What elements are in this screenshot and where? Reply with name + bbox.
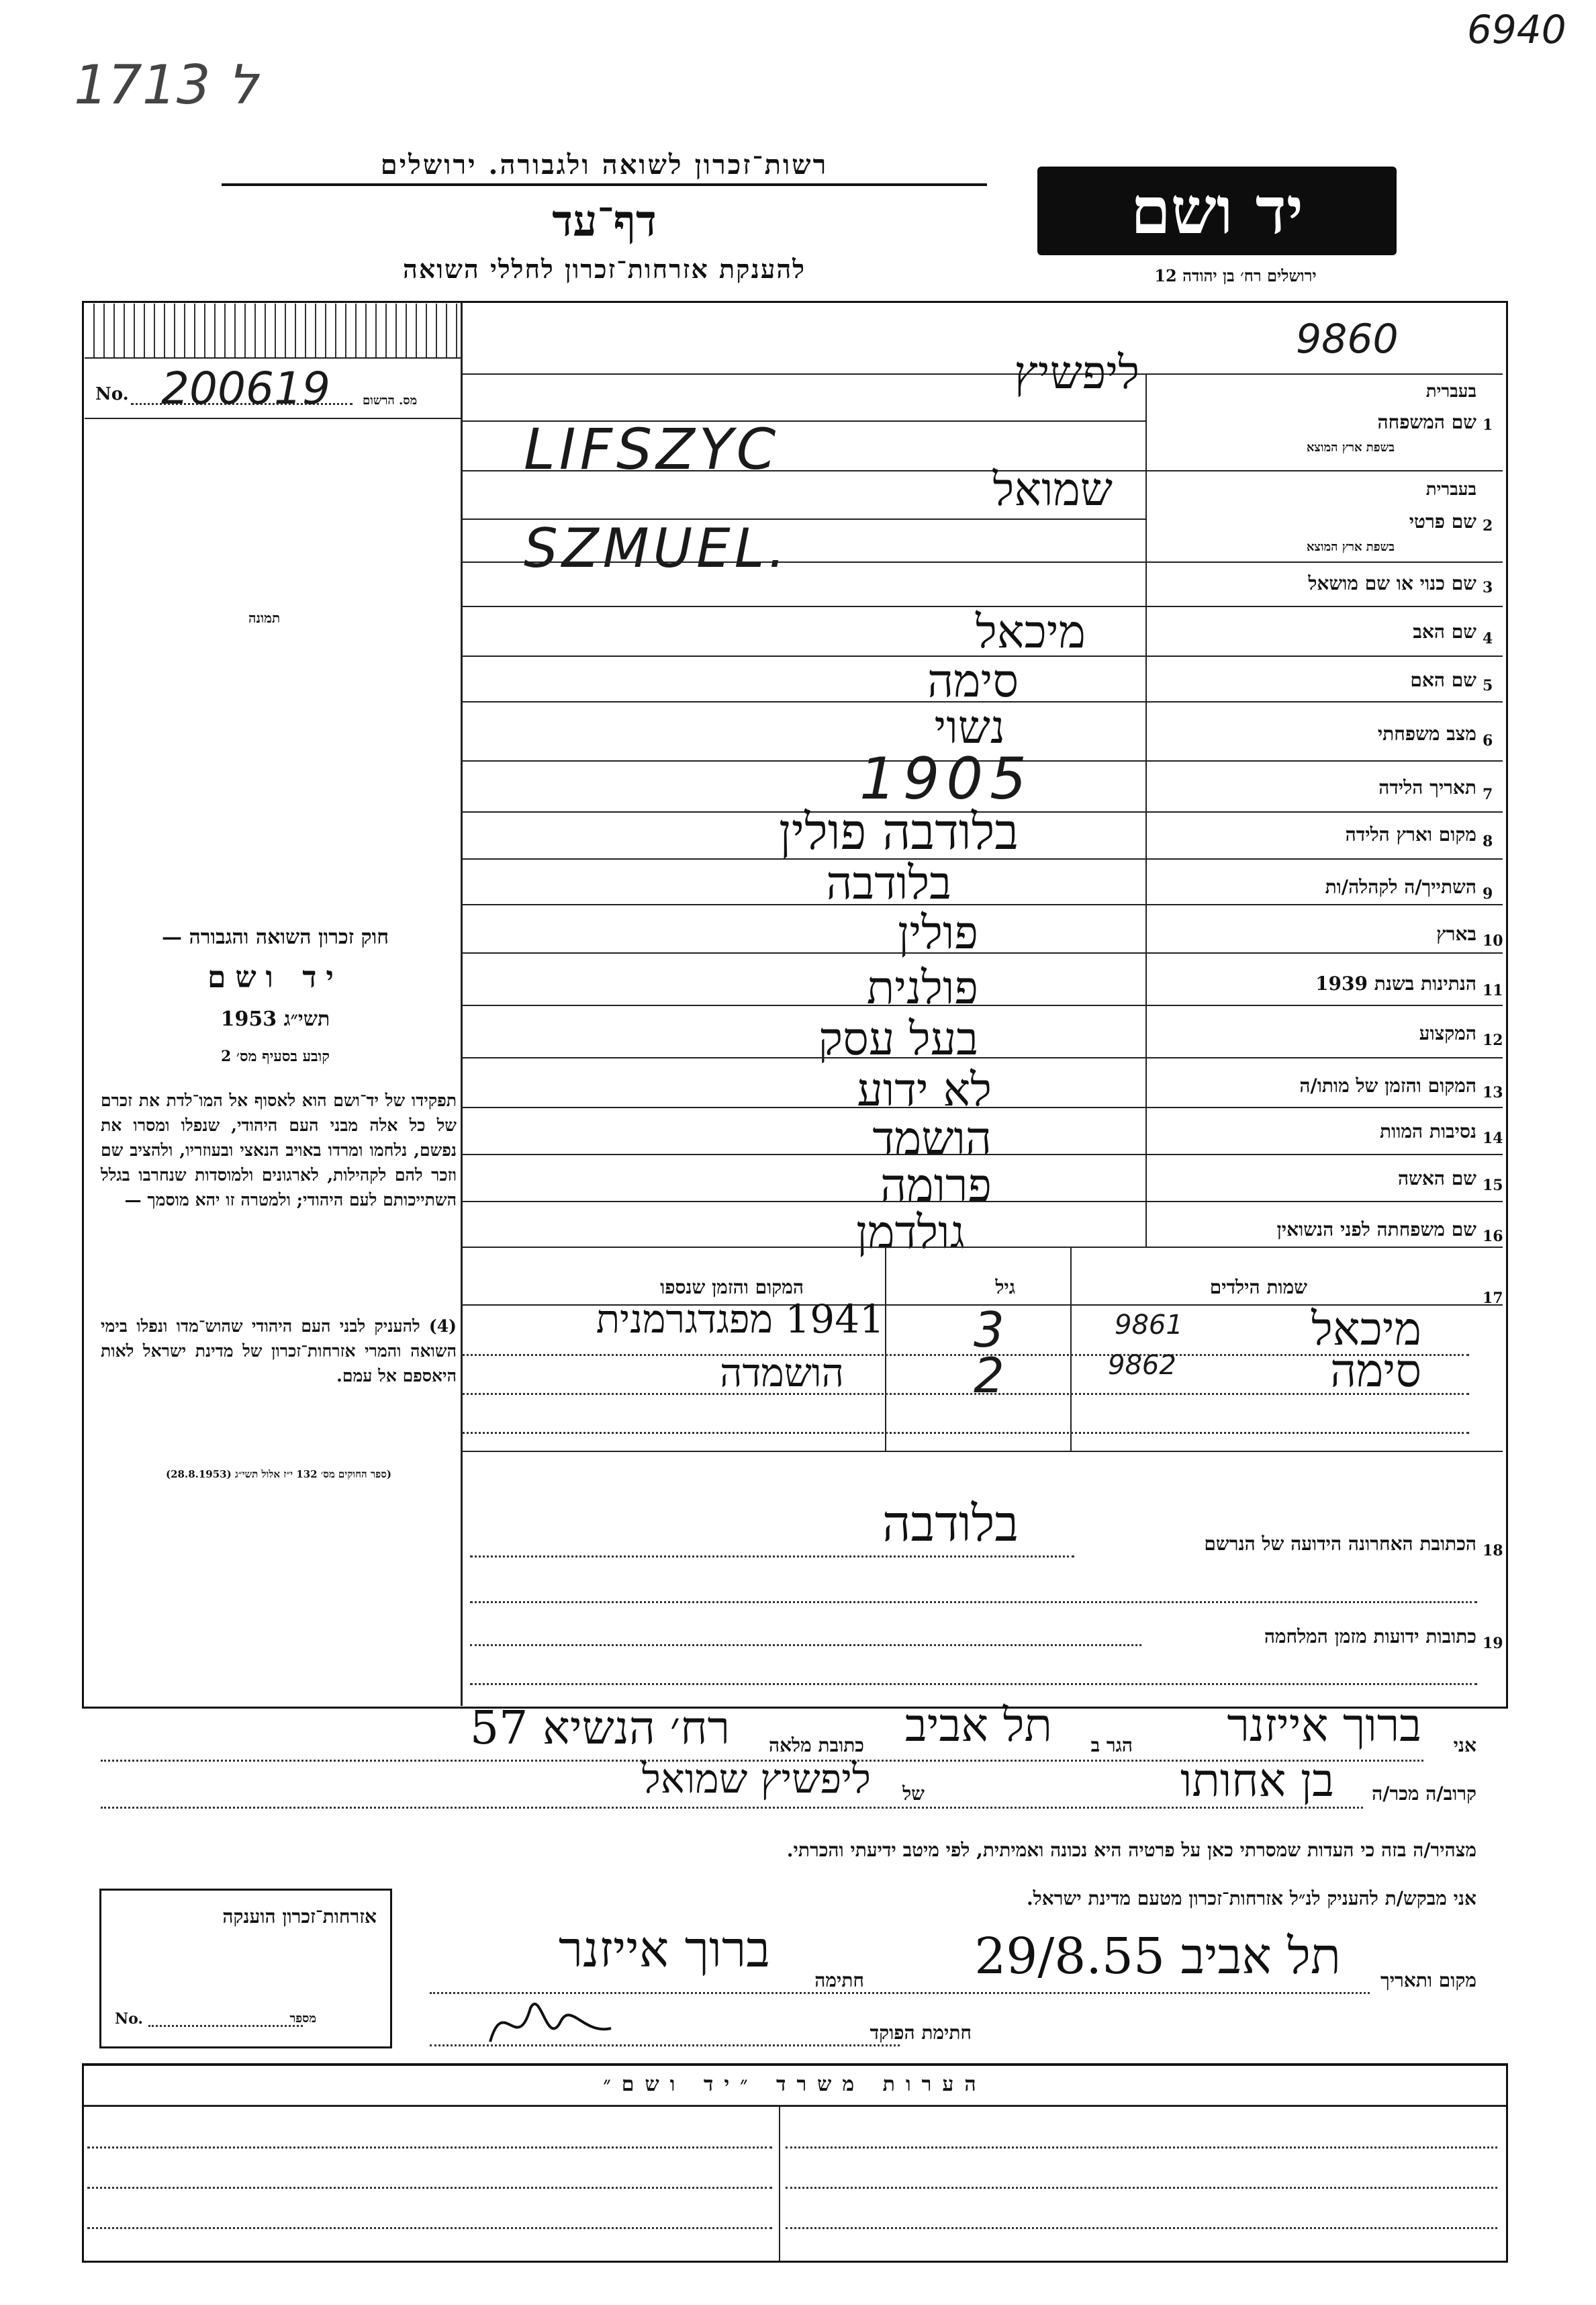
- decl-street: רח׳ הנשיא 57: [469, 1702, 730, 1755]
- decl-of-whom: ליפשיץ שמואל: [641, 1756, 871, 1803]
- field-16-label: שם משפחתה לפני הנשואין: [1276, 1218, 1476, 1240]
- child-1-stamp: 9861: [1115, 1310, 1183, 1341]
- field-8-num: 8: [1483, 833, 1493, 850]
- field-12-value: בעל עסק: [818, 1013, 978, 1066]
- field-19-label: כתובות ידועות מזמן המלחמה: [1264, 1625, 1476, 1647]
- child-2-stamp: 9862: [1108, 1350, 1176, 1381]
- field-14-label: נסיבות המוות: [1380, 1120, 1476, 1142]
- reg-no-label: No.: [95, 384, 129, 404]
- decl-relative: קרוב/ה מכר/ה: [1372, 1782, 1476, 1805]
- field-1-label: שם המשפחה: [1377, 411, 1476, 433]
- field-3-num: 3: [1483, 579, 1493, 596]
- form-subtitle: להענקת אזרחות־זכרון לחללי השואה: [402, 254, 806, 284]
- law-year: תשי״ג 1953: [220, 1007, 330, 1031]
- field-3-label: שם כנוי או שם מושאל: [1308, 572, 1476, 594]
- field-9-num: 9: [1483, 885, 1493, 903]
- yad-vashem-logo: [1037, 167, 1397, 255]
- field-1-num: 1: [1483, 416, 1493, 434]
- field-15-value: פרומה: [880, 1159, 992, 1212]
- left-panel-divider: [461, 302, 463, 1706]
- field-4-num: 4: [1483, 630, 1493, 647]
- decl-place-date-value: תל אביב 29/8.55: [974, 1928, 1341, 1985]
- decl-hagar: הגר ב: [1090, 1734, 1133, 1756]
- field-8-value: בלודבה פולין: [778, 803, 1019, 861]
- children-col-place: המקום והזמן שנספו: [660, 1276, 804, 1298]
- field-12-label: המקצוע: [1419, 1022, 1476, 1044]
- field-7-label: תאריך הלידה: [1378, 776, 1476, 799]
- field-11-value: פולנית: [866, 962, 978, 1015]
- tick-strip: [85, 304, 459, 357]
- field-5-label: שם האם: [1410, 669, 1476, 691]
- form-title: דף־עד: [552, 196, 657, 246]
- field-9-value: בלודבה: [826, 857, 951, 910]
- law-name: יד ושם: [207, 960, 343, 995]
- field-13-value: לא ידוע: [857, 1064, 992, 1117]
- field-15-label: שם האשה: [1397, 1167, 1476, 1189]
- decl-signature: ברוך אייזנר: [558, 1921, 770, 1979]
- field-13-label: המקום והזמן של מותו/ה: [1299, 1075, 1476, 1097]
- field-1-value-he: ליפשיץ: [1014, 347, 1139, 400]
- decl-full-address: כתובת מלאה: [768, 1734, 864, 1756]
- child-2-place: הושמדה: [720, 1350, 844, 1396]
- granted-box-title: אזרחות־זכרון הוענקה: [222, 1905, 377, 1928]
- law-title: חוק זכרון השואה והגבורה —: [162, 925, 389, 949]
- field-4-label: שם האב: [1413, 621, 1476, 643]
- field-10-label: בארץ: [1436, 923, 1476, 945]
- field-17-num: 17: [1483, 1290, 1503, 1307]
- remarks-box: [82, 2063, 1508, 2263]
- logo-text: יד ושם: [1130, 173, 1304, 248]
- decl-signature-label: חתימה: [814, 1969, 864, 1991]
- decl-officer-label: חתימת הפוקד: [870, 2022, 972, 2044]
- field-18-num: 18: [1483, 1542, 1503, 1560]
- children-col-age: גיל: [995, 1276, 1015, 1298]
- field-13-num: 13: [1483, 1084, 1503, 1101]
- field-5-value: סימה: [927, 655, 1019, 708]
- law-source: (ספר החוקים מס׳ 132 י״ז אלול תשי״ג (28.8.1953): [166, 1468, 391, 1480]
- field-12-num: 12: [1483, 1032, 1503, 1049]
- officer-signature-icon: [483, 1981, 618, 2062]
- field-6-label: מצב משפחתי: [1377, 723, 1476, 745]
- field-2-label: שם פרטי: [1409, 510, 1476, 533]
- field-16-num: 16: [1483, 1228, 1503, 1245]
- child-1-age: 3: [974, 1302, 1004, 1358]
- reg-no-hebrew: מס. הרשום: [363, 394, 418, 408]
- decl-relation: בן אחותו: [1180, 1754, 1334, 1807]
- reg-no-value: 200619: [161, 363, 330, 414]
- field-6-value: נשוי: [934, 701, 1005, 754]
- field-2-sub-orig: בשפת ארץ המוצא: [1306, 540, 1395, 554]
- field-2-num: 2: [1483, 517, 1493, 535]
- field-18-value: בלודבה: [882, 1495, 1019, 1553]
- children-col-names: שמות הילדים: [1209, 1276, 1307, 1298]
- decl-place-date-label: מקום ותאריך: [1380, 1969, 1476, 1991]
- field-14-value: הושמד: [872, 1112, 992, 1165]
- decl-declarant: ברוך אייזנר: [1227, 1699, 1421, 1752]
- decl-of: של: [902, 1782, 925, 1805]
- field-2-sub-he: בעברית: [1425, 480, 1476, 500]
- field-4-value: מיכאל: [976, 606, 1086, 659]
- top-stamp: 9860: [1296, 316, 1399, 363]
- child-2-age: 2: [974, 1347, 1004, 1404]
- field-18-label: הכתובת האחרונה הידועה של הנרשם: [1204, 1533, 1476, 1555]
- law-text-2: (4) להעניק לבני העם היהודי שהוש־מדו ונפלו בימי השואה והמרי אזרחות־זכרון של מדינת ישראל לאות היאספם אל עמם.: [101, 1316, 457, 1386]
- child-2-name: סימה: [1330, 1345, 1421, 1398]
- field-5-num: 5: [1483, 677, 1493, 694]
- law-text-1: תפקידו של יד־ושם הוא לאסוף אל המו־לדת את זכרם של כל אלה מבני העם היהודי, שנפלו ומסרו את נפשם, נלחמו ומרדו באויב הנאצי ובעוזריו, ולהציב שם וזכר להם לקהילות, לארגונים ולמוסדות שנחרבו בגלל השתייכותם לעם היהודי; ולמטרה זו יהא מוסמך —: [101, 1091, 457, 1210]
- remarks-title: הערות משרד ״יד ושם״: [603, 2073, 987, 2096]
- field-7-num: 7: [1483, 786, 1493, 803]
- field-2-value-orig: SZMUEL.: [524, 517, 790, 580]
- field-1-sub-orig: בשפת ארץ המוצא: [1306, 441, 1395, 455]
- decl-city: תל אביב: [904, 1699, 1052, 1752]
- field-1-sub-he: בעברית: [1425, 381, 1476, 402]
- granted-box-mispar: מספר: [289, 2012, 316, 2026]
- field-2-value-he: שמואל: [992, 463, 1113, 516]
- field-7-value: 1905: [859, 745, 1033, 813]
- authority-title: רשות־זכרון לשואה ולגבורה. ירושלים: [222, 149, 987, 186]
- field-15-num: 15: [1483, 1177, 1503, 1194]
- field-11-num: 11: [1483, 982, 1503, 999]
- field-14-num: 14: [1483, 1130, 1503, 1147]
- field-8-label: מקום וארץ הלידה: [1345, 823, 1476, 846]
- header-address: ירושלים רח׳ בן יהודה 12: [1154, 266, 1317, 285]
- decl-ani: אני: [1453, 1734, 1476, 1756]
- child-1-name: מיכאל: [1311, 1303, 1421, 1356]
- child-1-place: 1941 מפגדגרמנית: [596, 1296, 884, 1342]
- field-19-num: 19: [1483, 1635, 1503, 1652]
- field-9-label: השתייך/ה לקהלה/ות: [1325, 876, 1476, 898]
- top-left-scrawl: ל 1713: [74, 54, 259, 116]
- field-10-num: 10: [1483, 932, 1503, 950]
- top-right-number: 6940: [1467, 7, 1566, 52]
- granted-box-no: No.: [115, 2010, 144, 2028]
- law-clause: קובע בסעיף מס׳ 2: [220, 1048, 330, 1065]
- granted-box: [99, 1889, 392, 2048]
- decl-request: אני מבקש/ת להעניק לנ״ל אזרחות־זכרון מטעם מדינת ישראל.: [1026, 1887, 1476, 1909]
- field-16-value: גולדמן: [856, 1206, 965, 1259]
- decl-statement: מצהיר/ה בזה כי העדות שמסרתי כאן על פרטיה היא נכונה ואמיתית, לפי מיטב ידיעתי והכרתי.: [786, 1839, 1476, 1861]
- photo-label: תמונה: [248, 610, 281, 626]
- field-11-label: הנתינות בשנת 1939: [1315, 973, 1476, 995]
- field-1-value-orig: LIFSZYC: [524, 416, 780, 482]
- field-6-num: 6: [1483, 732, 1493, 750]
- field-10-value: פולין: [898, 907, 978, 960]
